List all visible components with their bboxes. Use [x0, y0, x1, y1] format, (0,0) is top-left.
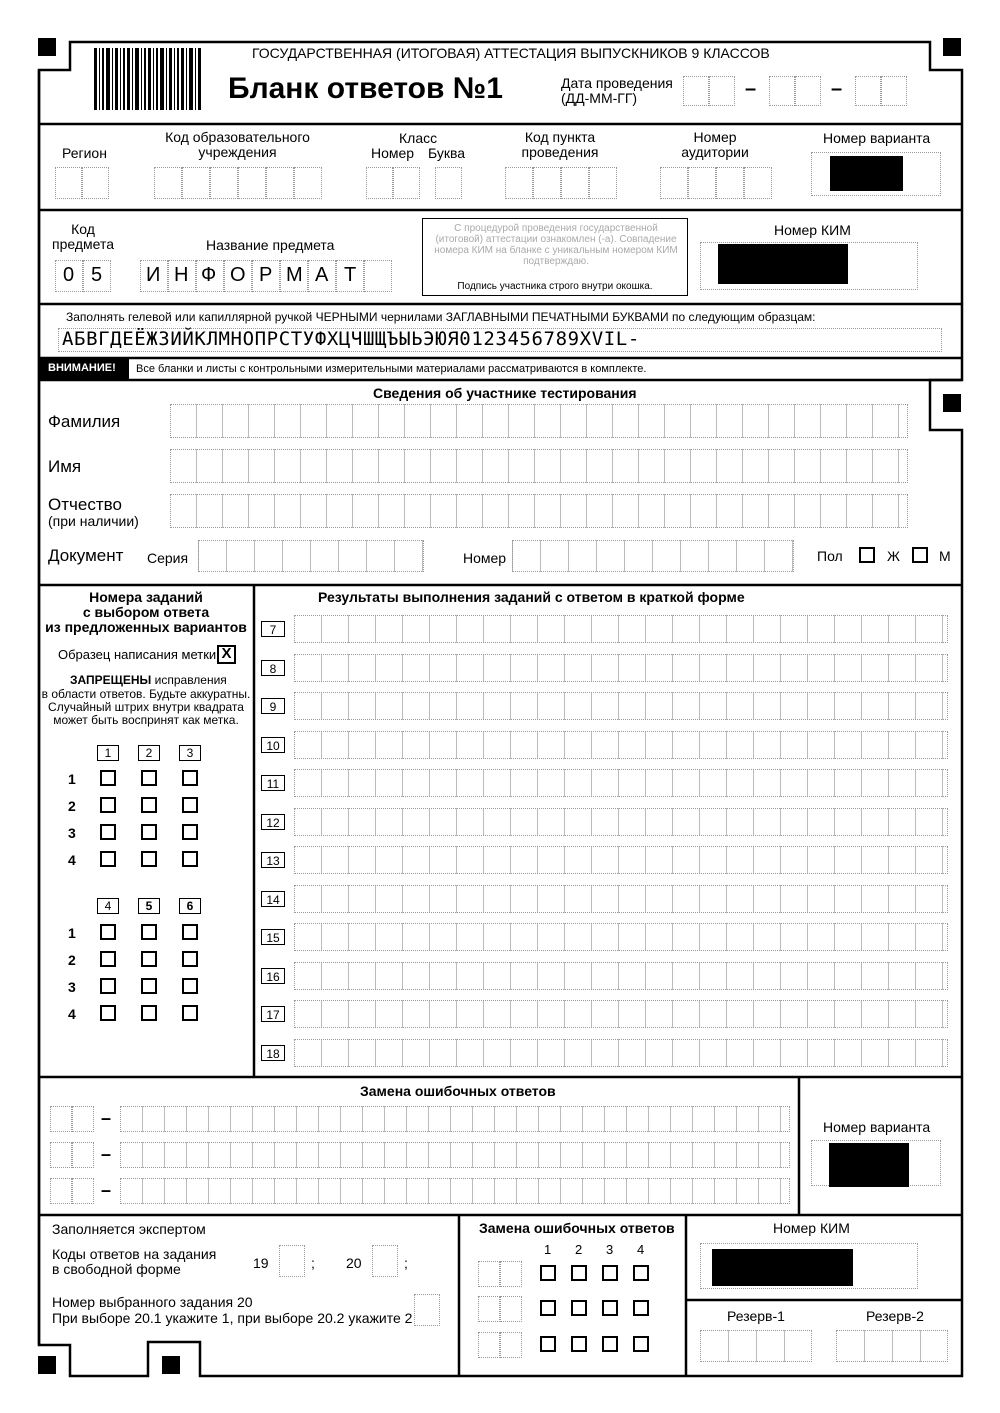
forbidden-line-4: может быть воспринят как метка. [53, 713, 239, 727]
replace2-row3-opt4-checkbox[interactable] [633, 1336, 649, 1352]
short-task-number: 15 [261, 929, 285, 945]
expert-task-19-label: 19 [253, 1255, 269, 1271]
short-answer-field[interactable] [294, 846, 948, 874]
subject-letter-4: О [230, 264, 246, 286]
replace2-row1-opt4-checkbox[interactable] [633, 1265, 649, 1281]
forbidden-line-2: в области ответов. Будьте аккуратны. [41, 687, 251, 701]
class-letter-label: Буква [428, 145, 466, 161]
replace2-row1-opt1-checkbox[interactable] [540, 1265, 556, 1281]
task2-opt2-checkbox[interactable] [141, 797, 157, 813]
replace2-row1-opt3-checkbox[interactable] [602, 1265, 618, 1281]
task3-opt1-checkbox[interactable] [182, 770, 198, 786]
short-task-number: 17 [261, 1006, 285, 1022]
surname-field[interactable] [170, 404, 908, 438]
participant-section-title: Сведения об участнике тестирования [373, 385, 637, 401]
task5-opt2-checkbox[interactable] [141, 951, 157, 967]
name-field[interactable] [170, 449, 908, 483]
task3-opt2-checkbox[interactable] [182, 797, 198, 813]
name-label: Имя [48, 457, 82, 476]
bottom-kim-label: Номер КИМ [773, 1220, 850, 1236]
short-answer-field[interactable] [294, 615, 948, 643]
short-answer-field[interactable] [294, 808, 948, 836]
samples-glyphs: АБВГДЕЁЖЗИЙКЛМНОПРСТУФХЦЧШЩЪЫЬЭЮЯ0123456789XVIL- [62, 328, 640, 350]
choice-title-1: Номера заданий [89, 589, 203, 605]
replace-dash: – [101, 1144, 112, 1164]
exam-title: ГОСУДАРСТВЕННАЯ (ИТОГОВАЯ) АТТЕСТАЦИЯ ВЫПУСКНИКОВ 9 КЛАССОВ [252, 45, 770, 61]
expert-codes-line-1: Коды ответов на задания [52, 1246, 217, 1262]
short-answer-field[interactable] [294, 692, 948, 720]
expert-task-20-label: 20 [346, 1255, 362, 1271]
samples-instruction: Заполнять гелевой или капиллярной ручкой ЧЕРНЫМИ чернилами ЗАГЛАВНЫМИ ПЕЧАТНЫМИ БУКВАМИ по следующим образцам: [66, 310, 816, 324]
subject-letter-5: Р [259, 264, 273, 286]
replace2-title: Замена ошибочных ответов [479, 1220, 675, 1236]
series-label: Серия [147, 550, 189, 566]
gender-male-label: М [939, 548, 951, 564]
g2-option-2: 2 [68, 952, 76, 968]
kim-label: Номер КИМ [774, 222, 851, 238]
forbidden-bold: ЗАПРЕЩЕНЫ [70, 673, 152, 687]
replace2-row-1-task[interactable] [478, 1261, 522, 1287]
expert-title: Заполняется экспертом [52, 1221, 206, 1237]
short-task-number: 8 [261, 660, 285, 676]
auditorium-field[interactable] [660, 167, 772, 199]
choice-task-6-number: 6 [179, 898, 201, 914]
choice-task-3-number: 3 [179, 745, 201, 761]
replace-answer-field[interactable] [120, 1178, 790, 1204]
date-dash-2: – [831, 78, 843, 100]
choice-task-5-number: 5 [138, 898, 160, 914]
replace2-row2-opt4-checkbox[interactable] [633, 1300, 649, 1316]
g1-option-2: 2 [68, 798, 76, 814]
task4-opt2-checkbox[interactable] [100, 951, 116, 967]
subject-letter-6: М [286, 264, 303, 286]
short-task-number: 10 [261, 737, 285, 753]
task2-opt4-checkbox[interactable] [141, 851, 157, 867]
forbidden-rest: исправления [151, 673, 227, 687]
replace2-option-3: 3 [606, 1242, 614, 1257]
replace-variant-label: Номер варианта [823, 1119, 931, 1135]
reserve-1-field[interactable] [700, 1330, 812, 1362]
patronymic-field[interactable] [170, 494, 908, 528]
date-day-field[interactable] [683, 76, 735, 106]
forbidden-line-1 [70, 673, 227, 687]
expert-semicolon-1: ; [311, 1255, 315, 1271]
replace2-option-2: 2 [575, 1242, 583, 1257]
subject-letter-8: Т [344, 264, 357, 286]
series-field[interactable] [198, 540, 424, 572]
task1-opt1-checkbox[interactable] [100, 770, 116, 786]
expert-task-20-field[interactable] [372, 1245, 398, 1277]
choice-title-2: с выбором ответа [82, 604, 210, 620]
consent-signature-box[interactable] [422, 218, 688, 296]
short-answer-field[interactable] [294, 885, 948, 913]
expert-chosen-field[interactable] [414, 1294, 440, 1326]
short-answer-field[interactable] [294, 769, 948, 797]
g1-option-4: 4 [68, 852, 76, 868]
replace2-row-3-task[interactable] [478, 1332, 522, 1358]
replace-variant-redacted [829, 1143, 909, 1187]
patronymic-note: (при наличии) [48, 513, 139, 529]
school-code-field[interactable] [154, 167, 322, 199]
variant-label: Номер варианта [823, 130, 931, 146]
short-task-number: 13 [261, 852, 285, 868]
short-task-number: 7 [261, 621, 285, 637]
short-answers-title: Результаты выполнения заданий с ответом в краткой форме [318, 589, 745, 605]
short-task-number: 12 [261, 814, 285, 830]
date-year-field[interactable] [855, 76, 907, 106]
g2-option-3: 3 [68, 979, 76, 995]
class-letter-field[interactable] [435, 167, 462, 199]
task2-opt3-checkbox[interactable] [141, 824, 157, 840]
barcode [94, 48, 204, 110]
expert-chosen-line-1: Номер выбранного задания 20 [52, 1294, 253, 1310]
replace2-row2-opt1-checkbox[interactable] [540, 1300, 556, 1316]
sample-mark-x: X [221, 645, 232, 662]
replace2-option-4: 4 [637, 1242, 645, 1257]
task1-opt3-checkbox[interactable] [100, 824, 116, 840]
short-task-number: 9 [261, 698, 285, 714]
g1-option-3: 3 [68, 825, 76, 841]
task1-opt4-checkbox[interactable] [100, 851, 116, 867]
g2-option-4: 4 [68, 1006, 76, 1022]
gender-female-checkbox[interactable] [859, 547, 875, 563]
forbidden-line-3: Случайный штрих внутри квадрата [48, 700, 244, 714]
choice-title-3: из предложенных вариантов [45, 619, 247, 635]
replace-task-field[interactable] [50, 1106, 94, 1132]
kim-redacted [718, 244, 848, 284]
class-label: Класс [399, 130, 438, 146]
reserve-2-label: Резерв-2 [866, 1308, 924, 1324]
task6-opt2-checkbox[interactable] [182, 951, 198, 967]
subject-letter-7: А [315, 264, 329, 286]
replace-task-field[interactable] [50, 1142, 94, 1168]
task4-opt4-checkbox[interactable] [100, 1005, 116, 1021]
date-month-field[interactable] [769, 76, 821, 106]
short-answer-field[interactable] [294, 962, 948, 990]
choice-task-2-number: 2 [138, 745, 160, 761]
subject-code-digit-2: 5 [91, 264, 103, 286]
task2-opt1-checkbox[interactable] [141, 770, 157, 786]
class-number-field[interactable] [366, 167, 420, 199]
task3-opt3-checkbox[interactable] [182, 824, 198, 840]
task4-opt3-checkbox[interactable] [100, 978, 116, 994]
gender-male-checkbox[interactable] [912, 547, 928, 563]
short-answer-field[interactable] [294, 654, 948, 682]
short-answer-field[interactable] [294, 1039, 948, 1067]
point-code-field[interactable] [505, 167, 617, 199]
subject-code-label: Код предмета [51, 221, 114, 252]
region-label: Регион [62, 145, 107, 161]
task1-opt2-checkbox[interactable] [100, 797, 116, 813]
reserve-2-field[interactable] [836, 1330, 948, 1362]
expert-semicolon-2: ; [404, 1255, 408, 1271]
replace-dash: – [101, 1108, 112, 1128]
expert-chosen-line-2: При выборе 20.1 укажите 1, при выборе 20.2 укажите 2 [52, 1310, 413, 1326]
bottom-kim-redacted [712, 1249, 853, 1286]
short-answer-field[interactable] [294, 923, 948, 951]
task5-opt4-checkbox[interactable] [141, 1005, 157, 1021]
replace-task-field[interactable] [50, 1178, 94, 1204]
subject-letter-3: Ф [201, 264, 217, 286]
replace2-row3-opt3-checkbox[interactable] [602, 1336, 618, 1352]
replace2-row1-opt2-checkbox[interactable] [571, 1265, 587, 1281]
consent-sign-note: Подпись участника строго внутри окошка. [457, 281, 653, 292]
expert-task-19-field[interactable] [279, 1245, 305, 1277]
replace-title: Замена ошибочных ответов [360, 1083, 556, 1099]
replace2-row3-opt2-checkbox[interactable] [571, 1336, 587, 1352]
task6-opt3-checkbox[interactable] [182, 978, 198, 994]
short-answer-field[interactable] [294, 1000, 948, 1028]
choice-task-4-number: 4 [97, 898, 119, 914]
doc-number-field[interactable] [512, 540, 794, 572]
subject-name-label: Название предмета [206, 237, 335, 253]
g2-option-1: 1 [68, 925, 76, 941]
date-label: Дата проведения [561, 75, 673, 91]
short-answer-field[interactable] [294, 731, 948, 759]
region-field[interactable] [55, 167, 109, 199]
task6-opt4-checkbox[interactable] [182, 1005, 198, 1021]
auditorium-label: Номер аудитории [681, 129, 749, 160]
task5-opt1-checkbox[interactable] [141, 924, 157, 940]
date-dash-1: – [745, 78, 757, 100]
replace2-option-1: 1 [544, 1242, 552, 1257]
school-code-label: Код образовательного учреждения [165, 129, 310, 160]
expert-codes-line-2: в свободной форме [52, 1261, 181, 1277]
surname-label: Фамилия [48, 412, 121, 431]
task4-opt1-checkbox[interactable] [100, 924, 116, 940]
sample-mark-label: Образец написания метки [58, 647, 217, 662]
reserve-1-label: Резерв-1 [727, 1308, 785, 1324]
variant-redacted [830, 156, 903, 191]
short-task-number: 16 [261, 968, 285, 984]
short-task-number: 18 [261, 1045, 285, 1061]
document-label: Документ [48, 546, 124, 565]
short-task-number: 11 [261, 775, 285, 791]
replace2-row2-opt2-checkbox[interactable] [571, 1300, 587, 1316]
doc-number-label: Номер [463, 550, 507, 566]
replace2-row-2-task[interactable] [478, 1296, 522, 1322]
choice-task-1-number: 1 [97, 745, 119, 761]
gender-label: Пол [817, 548, 843, 564]
consent-text: С процедурой проведения государственной (итоговой) аттестации ознакомлен (-а). Совпадение номера КИМ на бланке с уникальным номером КИМ подтверждаю. [434, 223, 678, 267]
class-number-label: Номер [371, 145, 415, 161]
task6-opt1-checkbox[interactable] [182, 924, 198, 940]
date-format: (ДД-ММ-ГГ) [561, 90, 638, 106]
subject-code-digit-1: 0 [63, 264, 75, 286]
point-code-label: Код пункта проведения [521, 129, 599, 160]
g1-option-1: 1 [68, 771, 76, 787]
subject-letter-2: Н [174, 264, 189, 286]
replace-dash: – [101, 1180, 112, 1200]
attention-badge-text: ВНИМАНИЕ! [48, 362, 116, 374]
patronymic-label: Отчество [48, 495, 122, 514]
replace2-row3-opt1-checkbox[interactable] [540, 1336, 556, 1352]
task5-opt3-checkbox[interactable] [141, 978, 157, 994]
form-title: Бланк ответов №1 [228, 72, 503, 105]
replace2-row2-opt3-checkbox[interactable] [602, 1300, 618, 1316]
replace-answer-field[interactable] [120, 1142, 790, 1168]
short-task-number: 14 [261, 891, 285, 907]
gender-female-label: Ж [887, 548, 900, 564]
replace-answer-field[interactable] [120, 1106, 790, 1132]
attention-text: Все бланки и листы с контрольными измерительными материалами рассматриваются в комплекте. [136, 363, 647, 375]
sample-mark-box [217, 645, 236, 664]
subject-letter-1: И [146, 264, 161, 286]
task3-opt4-checkbox[interactable] [182, 851, 198, 867]
